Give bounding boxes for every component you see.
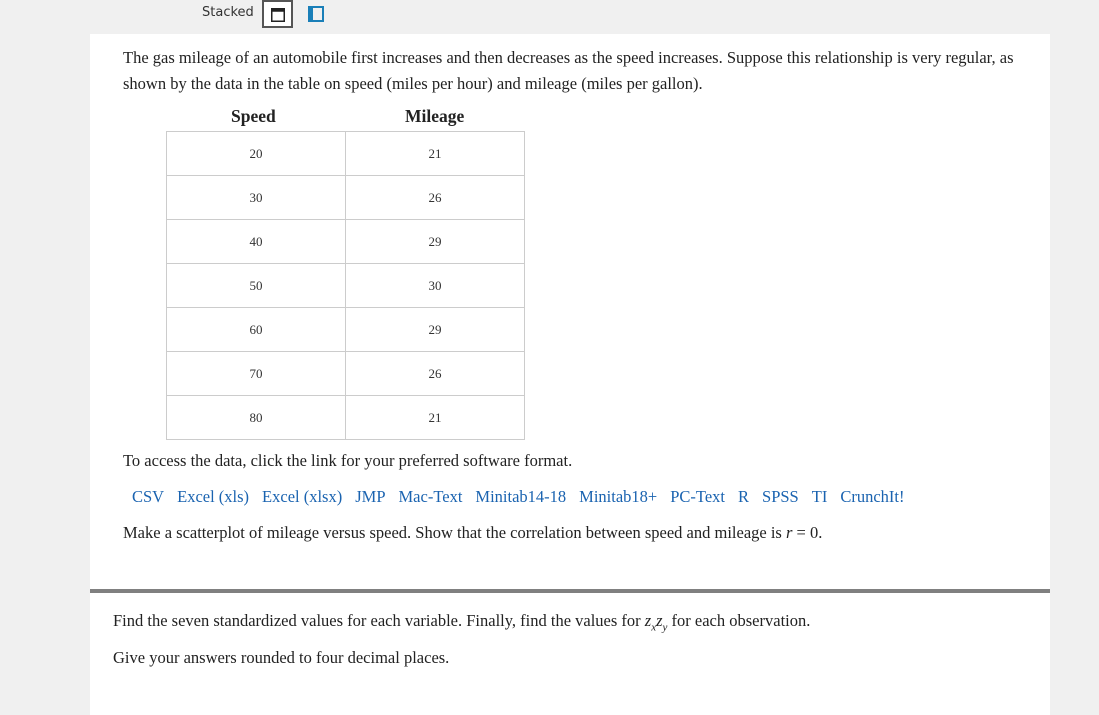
speed-cell: 70	[167, 352, 346, 396]
minitab18-link[interactable]: Minitab18+	[579, 487, 658, 506]
excel-xlsx-link[interactable]: Excel (xlsx)	[262, 487, 343, 506]
speed-cell: 40	[167, 220, 346, 264]
speed-cell: 80	[167, 396, 346, 440]
mileage-cell: 26	[346, 352, 525, 396]
data-table	[166, 131, 525, 440]
jmp-link[interactable]: JMP	[355, 487, 386, 506]
mileage-column-header: Mileage	[405, 106, 465, 126]
mileage-cell: 26	[346, 176, 525, 220]
ti-link[interactable]: TI	[811, 487, 828, 506]
mileage-cell: 21	[346, 396, 525, 440]
speed-cell: 60	[167, 308, 346, 352]
task-suffix: = 0.	[792, 523, 823, 542]
r-link[interactable]: R	[738, 487, 750, 506]
pc-text-link[interactable]: PC-Text	[670, 487, 725, 506]
side-by-side-view-button[interactable]	[301, 0, 332, 28]
rounding-instruction: Give your answers rounded to four decimal places.	[113, 648, 450, 667]
zx-symbol: $z_x$	[644, 611, 657, 634]
mac-text-link[interactable]: Mac-Text	[398, 487, 463, 506]
excel-xls-link[interactable]: Excel (xls)	[177, 487, 250, 506]
speed-cell: 30	[167, 176, 346, 220]
data-format-links	[132, 487, 917, 507]
stacked-view-icon	[271, 8, 285, 22]
section-divider	[90, 589, 1050, 593]
speed-cell: 20	[167, 132, 346, 176]
task-prefix: Make a scatterplot of mileage versus speed. Show that the correlation between speed and mileage is	[123, 523, 786, 542]
correlation-symbol: r	[785, 523, 793, 542]
zy-symbol: $z_y$	[656, 611, 668, 634]
table-row	[167, 396, 525, 440]
table-row	[167, 176, 525, 220]
toolbar	[0, 0, 1099, 30]
view-mode-label: Stacked	[202, 5, 254, 20]
mileage-cell: 21	[346, 132, 525, 176]
data-access-instructions: To access the data, click the link for your preferred software format.	[123, 451, 573, 470]
csv-link[interactable]: CSV	[132, 487, 165, 506]
table-row	[167, 352, 525, 396]
crunchit-link[interactable]: CrunchIt!	[840, 487, 905, 506]
question-text	[113, 611, 810, 633]
task-instructions	[123, 523, 822, 543]
speed-cell: 50	[167, 264, 346, 308]
table-row	[167, 220, 525, 264]
minitab14-18-link[interactable]: Minitab14-18	[475, 487, 567, 506]
mileage-cell: 29	[346, 220, 525, 264]
question-suffix: for each observation.	[667, 611, 811, 630]
stacked-view-button[interactable]	[262, 0, 293, 28]
problem-intro: The gas mileage of an automobile first increases and then decreases as the speed increases. Suppose this relationship is very regular, as shown by the data in the table on speed (miles per hour) and mileage (miles per gallon).	[123, 48, 1014, 93]
table-row	[167, 132, 525, 176]
table-row	[167, 308, 525, 352]
mileage-cell: 30	[346, 264, 525, 308]
spss-link[interactable]: SPSS	[762, 487, 799, 506]
mileage-cell: 29	[346, 308, 525, 352]
question-prefix: Find the seven standardized values for each variable. Finally, find the values for	[113, 611, 645, 630]
table-row	[167, 264, 525, 308]
speed-column-header: Speed	[231, 106, 276, 126]
side-by-side-view-icon	[308, 6, 324, 22]
question-panel	[90, 34, 1050, 715]
